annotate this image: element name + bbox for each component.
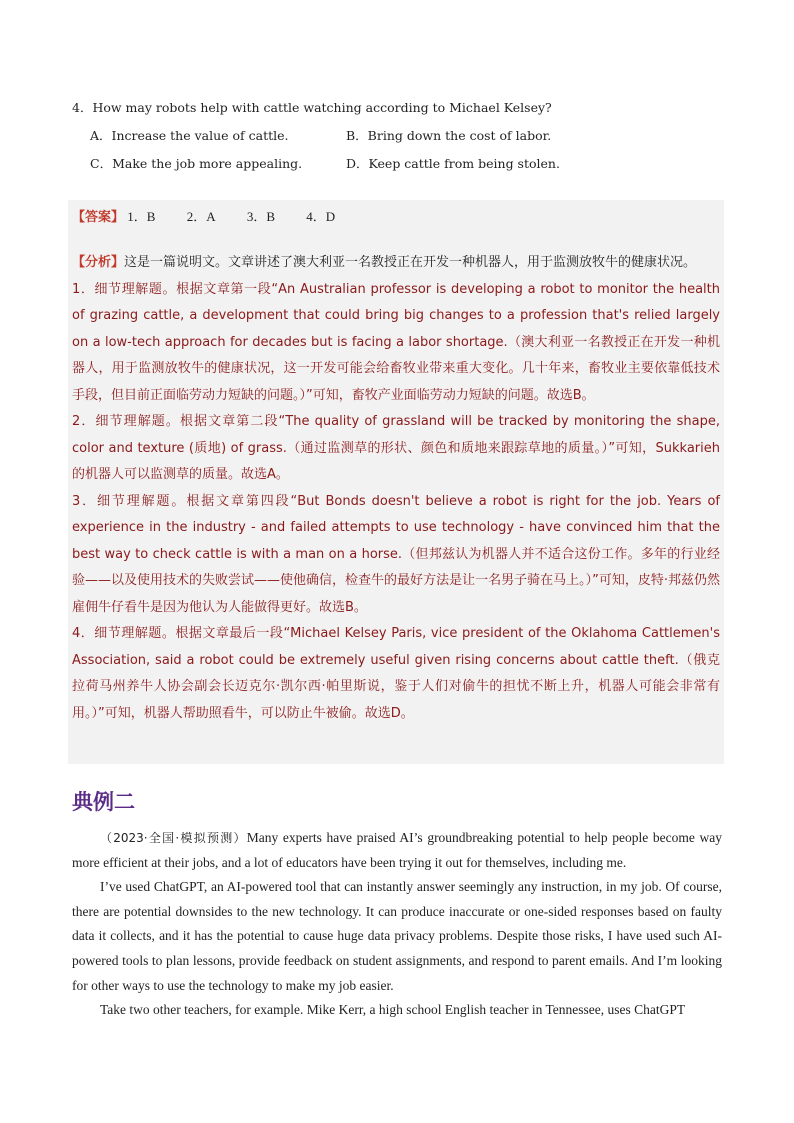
question-4 bbox=[72, 94, 732, 178]
analysis-item-4: 4．细节理解题。根据文章最后一段“Michael Kelsey Paris, vice president of the Oklahoma Cattlemen's Association, said a robot could be extremely useful given rising concerns about cattle theft.（俄克拉荷马州养牛人协会副会长迈克尔·凯尔西·帕里斯说，鉴于人们对偷牛的担忧不断上升，机器人可能会非常有用。）”可知，机器人帮助照看牛，可以防止牛被偷。故选D。 bbox=[72, 626, 720, 721]
analysis-intro: 这是一篇说明文。文章讲述了澳大利亚一名教授正在开发一种机器人，用于监测放牧牛的健康状况。 bbox=[124, 255, 697, 270]
answer-2: 2．A bbox=[186, 209, 216, 224]
analysis-item-2: 2．细节理解题。根据文章第二段“The quality of grassland will be tracked by monitoring the shape, color and texture (质地) of grass.（通过监测草的形状、颜色和质地来跟踪草地的质量。）”可知，Sukkarieh 的机器人可以监测草的质量。故选A。 bbox=[72, 414, 720, 482]
example-paragraph-1-text: Many experts have praised AI’s groundbreaking potential to help people become way more efficient at their jobs, and a lot of educators have been trying it out for themselves, including me. bbox=[72, 830, 722, 870]
example-source: （2023·全国·模拟预测） bbox=[100, 831, 247, 845]
analysis-tag: 【分析】 bbox=[72, 255, 125, 270]
answer-1: 1．B bbox=[127, 209, 156, 224]
answer-line bbox=[72, 206, 363, 225]
section-title: 典例二 bbox=[72, 789, 135, 814]
question-4-options bbox=[72, 122, 732, 178]
option-c: C．Make the job more appealing. bbox=[90, 156, 303, 171]
option-d: D．Keep cattle from being stolen. bbox=[346, 156, 560, 171]
question-4-stem: 4．How may robots help with cattle watching according to Michael Kelsey? bbox=[72, 100, 552, 115]
option-b: B．Bring down the cost of labor. bbox=[346, 128, 552, 143]
example-paragraph-3: Take two other teachers, for example. Mike Kerr, a high school English teacher in Tennessee, uses ChatGPT bbox=[100, 1002, 686, 1018]
answer-4: 4．D bbox=[306, 209, 336, 224]
analysis-item-3: 3．细节理解题。根据文章第四段“But Bonds doesn't believe a robot is right for the job. Years of experience in the industry - and failed attempts to use technology - have convinced him that the best way to check cattle is with a man on a horse.（但邦兹认为机器人并不适合这份工作。多年的行业经验——以及使用技术的失败尝试——使他确信，检查牛的最好方法是让一名男子骑在马上。）”可知，皮特·邦兹仍然雇佣牛仔看牛是因为他认为人能做得更好。故选B。 bbox=[72, 493, 720, 615]
answer-3: 3．B bbox=[246, 209, 275, 224]
example-paragraph-1 bbox=[72, 826, 722, 875]
analysis bbox=[72, 250, 720, 727]
analysis-intro-line bbox=[72, 250, 720, 277]
answer-tag: 【答案】 bbox=[72, 210, 125, 225]
example-paragraph-2: I’ve used ChatGPT, an AI-powered tool that can instantly answer seemingly any instruction, in my job. Of course, there are potential downsides to the new technology. It can produce inaccurate or one-sided responses based on faulty data it collects, and it has the potential to cause huge data privacy problems. Despite those risks, I have used such AI-powered tools to plan lessons, provide feedback on student assignments, and respond to parent emails. And I’m looking for other ways to use the technology to make my job easier. bbox=[72, 879, 722, 993]
example-passage bbox=[72, 826, 722, 1023]
option-a: A．Increase the value of cattle. bbox=[90, 128, 289, 143]
answer-values bbox=[127, 209, 363, 224]
analysis-item-1: 1．细节理解题。根据文章第一段“An Australian professor is developing a robot to monitor the health of grazing cattle, a development that could bring big changes to a profession that's relied largely on a low-tech approach for decades but is facing a labor shortage.（澳大利亚一名教授正在开发一种机器人，用于监测放牧牛的健康状况，这一开发可能会给畜牧业带来重大变化。几十年来，畜牧业主要依靠低技术手段，但目前正面临劳动力短缺的问题。）”可知，畜牧产业面临劳动力短缺的问题。故选B。 bbox=[72, 281, 720, 403]
answer-analysis-box bbox=[68, 200, 724, 764]
